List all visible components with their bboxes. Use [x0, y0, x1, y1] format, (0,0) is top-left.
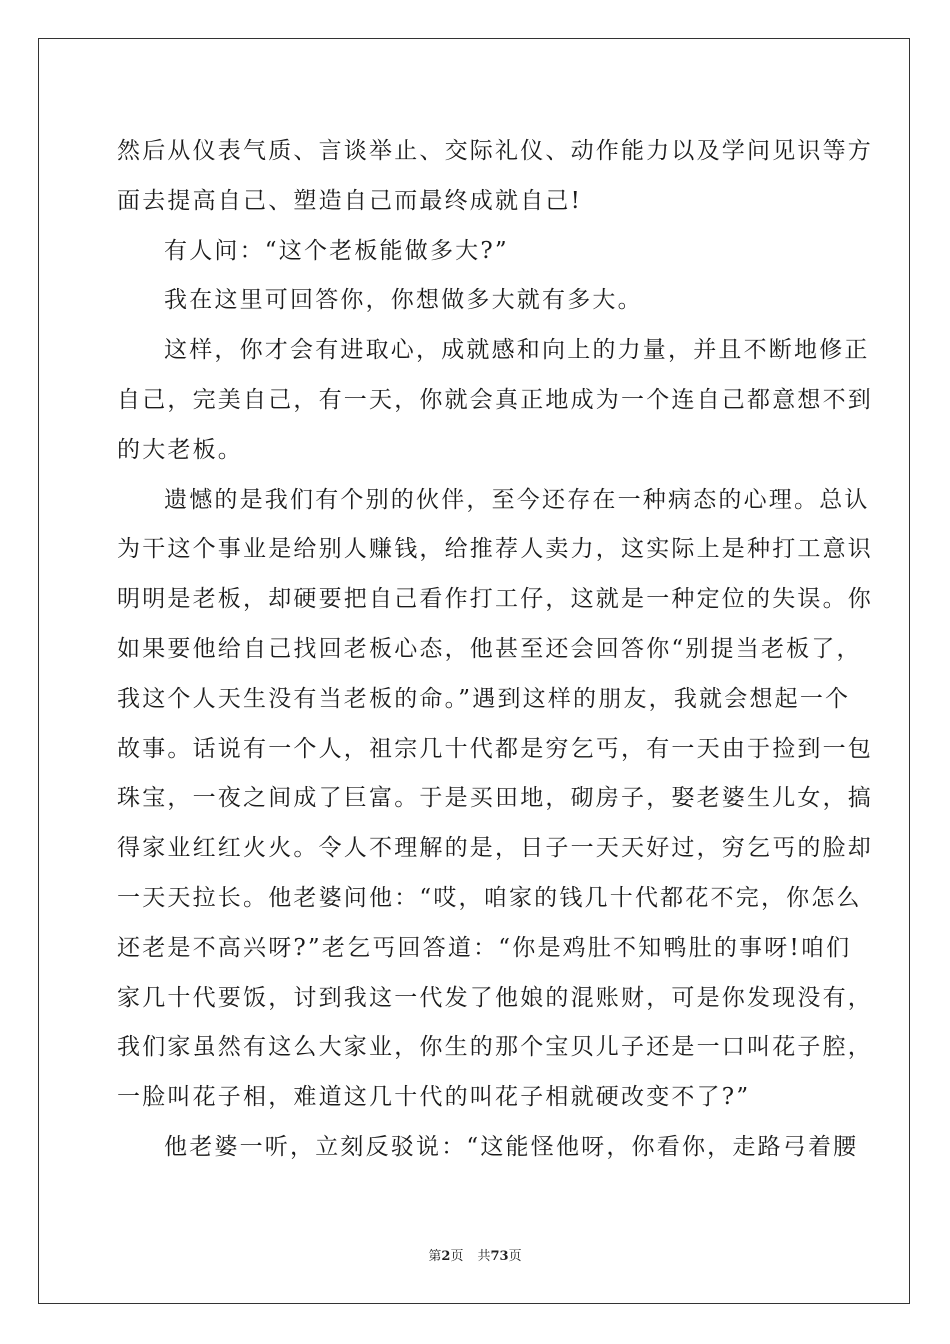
- footer-total-prefix: 共: [477, 1249, 491, 1264]
- text-line: 如果要他给自己找回老板心态，他甚至还会回答你“别提当老板了，: [117, 635, 862, 662]
- current-page-number: 2: [441, 1249, 451, 1264]
- text-line: 还老是不高兴呀?”老乞丐回答道：“你是鸡肚不知鸭肚的事呀!咱们: [117, 934, 852, 961]
- footer-page-unit: 页: [450, 1249, 464, 1264]
- document-body: [117, 127, 873, 1173]
- text-line: 有人问：“这个老板能做多大?”: [164, 237, 509, 264]
- text-line: 为干这个事业是给别人赚钱，给推荐人卖力，这实际上是种打工意识: [117, 536, 873, 563]
- text-line: 这样，你才会有进取心，成就感和向上的力量，并且不断地修正: [164, 337, 870, 364]
- text-line: 我在这里可回答你，你想做多大就有多大。: [164, 287, 643, 314]
- text-line: 明明是老板，却硬要把自己看作打工仔，这就是一种定位的失误。你: [117, 586, 873, 613]
- text-line: 遗憾的是我们有个别的伙伴，至今还存在一种病态的心理。总认: [164, 486, 870, 513]
- text-line: 故事。话说有一个人，祖宗几十代都是穷乞丐，有一天由于捡到一包: [117, 735, 873, 762]
- text-line: 珠宝，一夜之间成了巨富。于是买田地，砌房子，娶老婆生儿女，搞: [117, 785, 873, 812]
- text-line: 我这个人天生没有当老板的命。”遇到这样的朋友，我就会想起一个: [117, 685, 851, 712]
- text-line: 面去提高自己、塑造自己而最终成就自己!: [117, 187, 583, 214]
- text-line: 他老婆一听，立刻反驳说：“这能怪他呀，你看你，走路弓着腰: [164, 1133, 859, 1160]
- text-line: 一天天拉长。他老婆问他：“哎，咱家的钱几十代都花不完，你怎么: [117, 884, 862, 911]
- text-line: 得家业红红火火。令人不理解的是，日子一天天好过，穷乞丐的脸却: [117, 835, 873, 862]
- footer-prefix: 第: [428, 1249, 442, 1264]
- total-page-count: 73: [490, 1249, 509, 1264]
- text-line: 自己，完美自己，有一天，你就会真正地成为一个连自己都意想不到: [117, 386, 873, 413]
- text-line: 然后从仪表气质、言谈举止、交际礼仪、动作能力以及学问见识等方: [117, 138, 873, 164]
- page-footer: [0, 1245, 950, 1264]
- text-line: 一脸叫花子相，难道这几十代的叫花子相就硬改变不了?”: [117, 1084, 751, 1111]
- text-line: 我们家虽然有这么大家业，你生的那个宝贝儿子还是一口叫花子腔，: [117, 1034, 873, 1061]
- footer-total-unit: 页: [508, 1249, 522, 1264]
- text-line: 的大老板。: [117, 436, 243, 463]
- text-line: 家几十代要饭，讨到我这一代发了他娘的混账财，可是你发现没有，: [117, 984, 873, 1011]
